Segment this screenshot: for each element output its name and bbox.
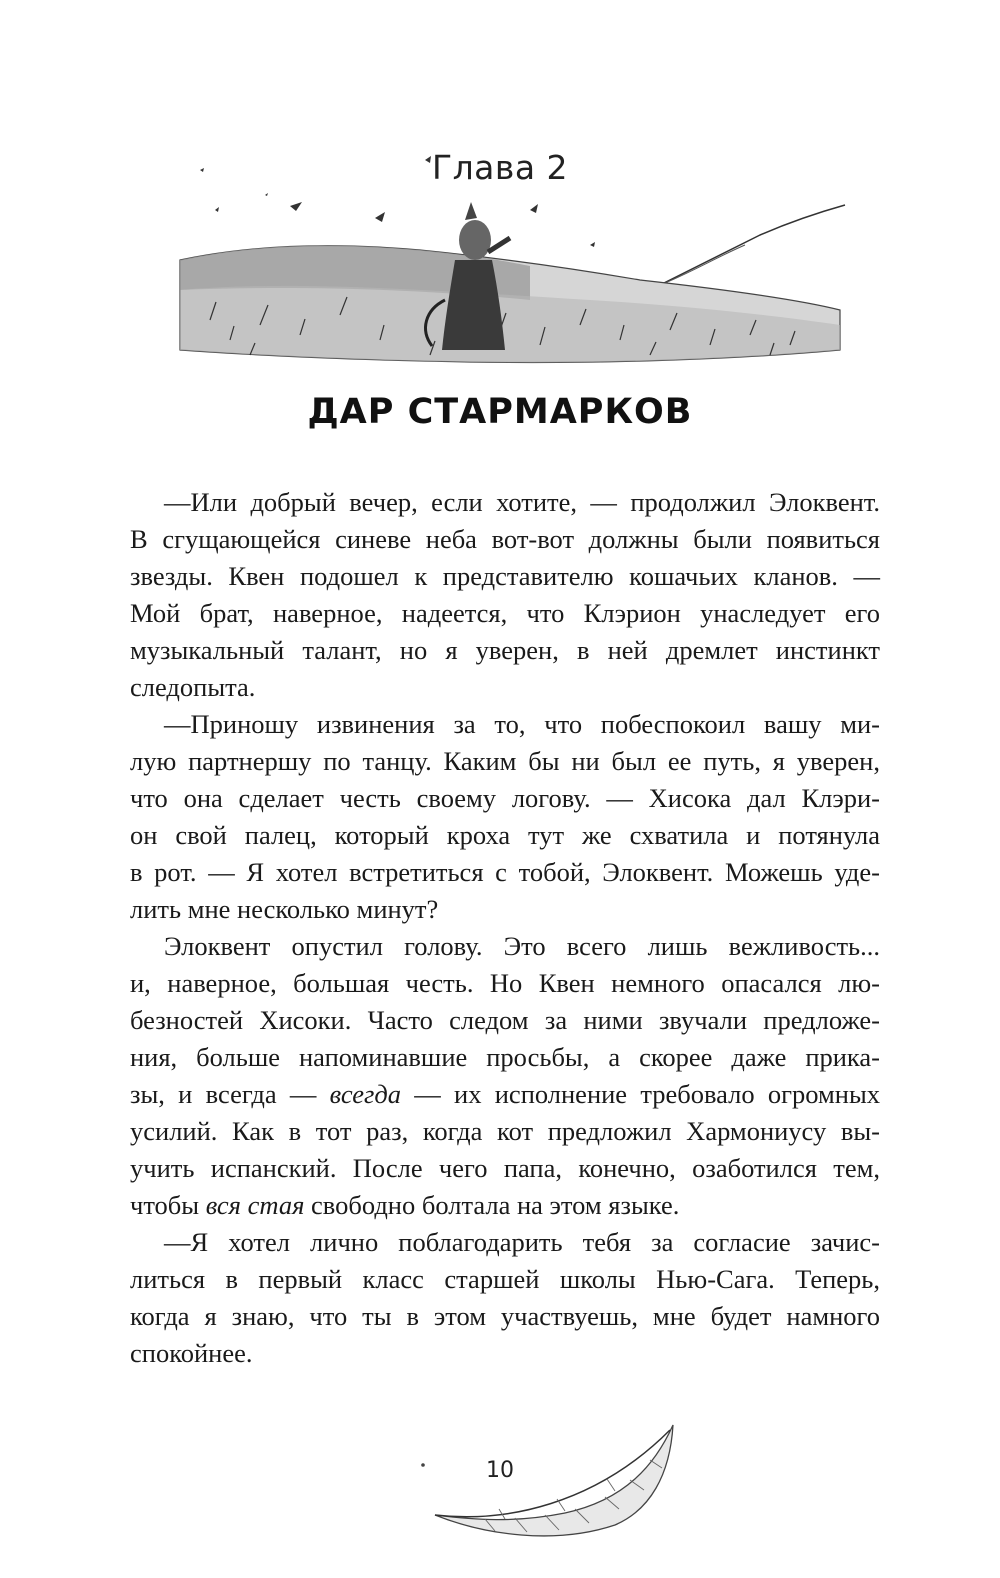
text-line: он свой палец, который кроха тут же схватила и потянула (130, 820, 880, 850)
text-line: В сгущающейся синеве неба вот-вот должны были появиться (130, 524, 880, 554)
chapter-label: Глава 2 (431, 148, 569, 187)
text-line: учить испанский. После чего папа, конечно, озаботился тем, (130, 1153, 880, 1183)
paragraph (130, 706, 880, 928)
text-fragment: — их исполнение требовало огромных (401, 1079, 881, 1109)
text-line: когда я знаю, что ты в этом участвуешь, мне будет намного (130, 1301, 880, 1331)
text-line: усилий. Как в тот раз, когда кот предложил Хармониусу вы- (130, 1116, 880, 1146)
emphasis: всегда (329, 1079, 401, 1109)
text-line: —Я хотел лично поблагодарить тебя за согласие зачис- (164, 1227, 880, 1257)
text-line: ния, больше напоминавшие просьбы, а скорее даже прика- (130, 1042, 880, 1072)
paragraph (130, 1224, 880, 1372)
text-line: следопыта. (130, 672, 256, 702)
paragraph (130, 484, 880, 706)
text-line: Мой брат, наверное, надеется, что Клэрион унаследует его (130, 598, 880, 628)
text-line: в рот. — Я хотел встретиться с тобой, Элоквент. Можешь уде- (130, 857, 880, 887)
text-fragment: чтобы (130, 1190, 206, 1220)
text-line (130, 1076, 880, 1113)
text-line: и, наверное, большая честь. Но Квен немного опасался лю- (130, 968, 880, 998)
page-number: 10 (486, 1458, 514, 1483)
text-line: Элоквент опустил голову. Это всего лишь вежливость... (164, 931, 880, 961)
text-line (130, 1187, 880, 1224)
text-line: литься в первый класс старшей школы Нью-Сага. Теперь, (130, 1264, 880, 1294)
text-line: лить мне несколько минут? (130, 894, 439, 924)
text-line: спокойнее. (130, 1338, 253, 1368)
text-line: что она сделает честь своему логову. — Хисока дал Клэри- (130, 783, 880, 813)
text-line: —Или добрый вечер, если хотите, — продолжил Элоквент. (164, 487, 880, 517)
text-line: —Приношу извинения за то, что побеспокоил вашу ми- (164, 709, 880, 739)
paragraph (130, 928, 880, 1224)
emphasis: вся стая (205, 1190, 305, 1220)
text-line: звезды. Квен подошел к представителю кошачьих кланов. — (130, 561, 880, 591)
text-line: лую партнершу по танцу. Каким бы ни был ее путь, я уверен, (130, 746, 880, 776)
text-fragment: зы, и всегда — (130, 1079, 330, 1109)
text-line: безностей Хисоки. Часто следом за ними звучали предложе- (130, 1005, 880, 1035)
feather-ornament (415, 1405, 685, 1565)
body-text (130, 484, 880, 1372)
text-fragment: свободно болтала на этом языке. (304, 1190, 680, 1220)
text-line: музыкальный талант, но я уверен, в ней дремлет инстинкт (130, 635, 880, 665)
chapter-title: ДАР СТАРМАРКОВ (307, 392, 693, 432)
